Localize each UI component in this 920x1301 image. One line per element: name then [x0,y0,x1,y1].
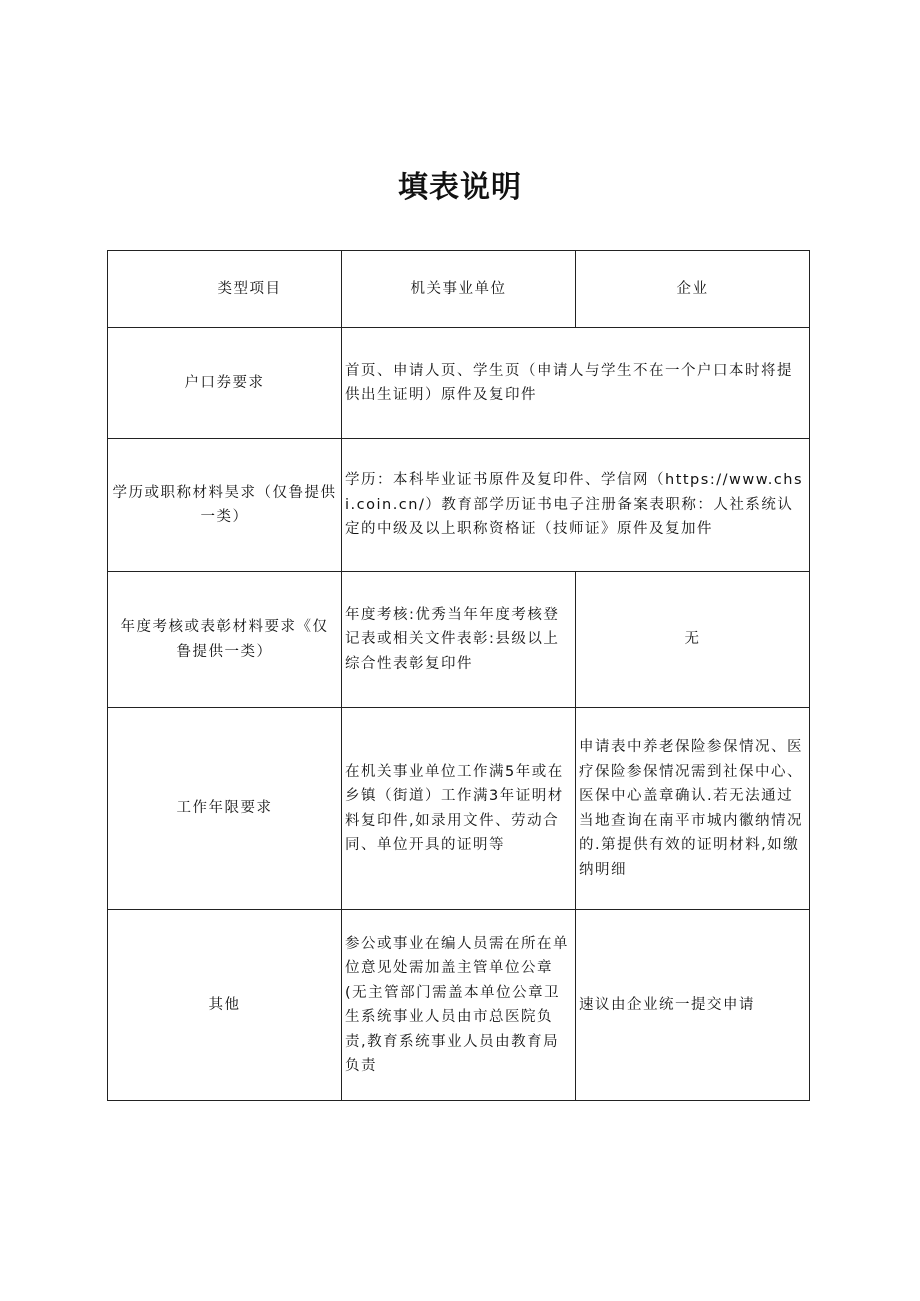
header-type-cell [108,251,341,327]
gov-content-text: 参公或事业在编人员需在所在单位意见处需加盖主管单位公章(无主管部门需盖本单位公章卫生系统事业人员由市总医院负责,教育系统事业人员由教育局负责 [345,935,569,1074]
ent-content-cell [576,572,809,707]
merged-content-cell [342,328,809,438]
header-gov-cell [342,251,575,327]
row-label: 工作年限要求 [176,800,273,817]
ent-content-cell [576,708,809,909]
row-label: 户口券要求 [184,374,265,391]
merged-content-text: 首页、申请人页、学生页（申请人与学生不在一个户口本时将提供出生证明）原件及复印件 [345,362,793,403]
row-label-cell [108,328,341,438]
ent-content-text: 申请表中养老保险参保情况、医疗保险参保情况需到社保中心、医保中心盖章确认.若无法通过当地查询在南平市城内徽纳情况的.第提供有效的证明材料,如缴纳明细 [579,739,803,878]
merged-content-text: 学历：本科毕业证书原件及复印件、学信网（https://www.chsi.coin.cn/）教育部学历证书电子注册备案表职称：人社系统认定的中级及以上职称资格证（技师证》原件及复加件 [345,472,804,538]
gov-content-cell [342,910,575,1100]
page-title: 填表说明 [398,170,522,205]
row-label: 其他 [208,996,241,1013]
header-ent-cell [576,251,809,327]
gov-content-text: 年度考核:优秀当年年度考核登记表或相关文件表彰:县级以上综合性表彰复印件 [345,606,560,672]
row-label-cell [108,910,341,1100]
row-label-cell [108,572,341,707]
ent-content-text: 无 [684,631,701,648]
row-label: 年度考核或表彰材料要求《仅鲁提供一类） [120,619,329,660]
header-gov-label: 机关事业单位 [410,280,507,297]
row-label-cell [108,708,341,909]
ent-content-text: 速议由企业统一提交申请 [579,996,755,1013]
merged-content-cell [342,439,809,571]
ent-content-cell [576,910,809,1100]
header-type-label: 类型项目 [217,280,282,297]
gov-content-cell [342,572,575,707]
header-ent-label: 企业 [676,280,709,297]
row-label: 学历或职称材料昊求（仅鲁提供一类） [112,484,337,525]
instructions-table [107,250,810,1101]
gov-content-text: 在机关事业单位工作满5年或在乡镇（街道）工作满3年证明材料复印件,如录用文件、劳动合同、单位开具的证明等 [345,763,564,853]
row-label-cell [108,439,341,571]
gov-content-cell [342,708,575,909]
